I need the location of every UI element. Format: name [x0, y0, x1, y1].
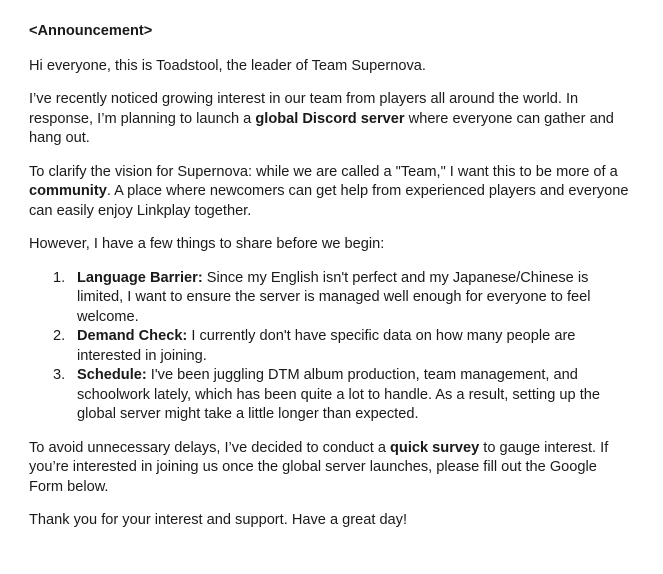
emphasis-global-discord-server: global Discord server	[255, 110, 405, 127]
concerns-list	[29, 269, 629, 425]
survey-paragraph	[29, 439, 629, 498]
list-item-text: Since my English isn't perfect and my Japanese/Chinese is limited, I want to ensure the server is managed well enough for everyone to feel welcome.	[77, 269, 591, 325]
list-item	[29, 327, 629, 366]
list-item-term: Language Barrier:	[77, 269, 203, 286]
emphasis-community: community	[29, 183, 107, 199]
list-item-number: 3.	[53, 367, 66, 383]
list-item	[29, 269, 629, 328]
paragraph-text: I’ve recently noticed growing interest in our team from players all around the world. In response, I’m planning to launch a	[29, 91, 579, 127]
discord-server-paragraph	[29, 90, 629, 149]
list-item-number: 2.	[53, 328, 66, 344]
list-item-term: Schedule:	[77, 367, 147, 383]
list-item-text: I currently don't have specific data on how many people are interested in joining.	[77, 328, 576, 364]
paragraph-text: . A place where newcomers can get help from experienced players and everyone can easily enjoy Linkplay together.	[29, 183, 629, 219]
list-item-term: Demand Check:	[77, 328, 188, 344]
greeting-paragraph: Hi everyone, this is Toadstool, the leader of Team Supernova.	[29, 57, 426, 74]
list-item-number: 1.	[53, 269, 66, 286]
announcement-heading: <Announcement>	[29, 23, 153, 39]
list-item	[29, 366, 629, 425]
vision-paragraph	[29, 163, 629, 222]
announcement-document	[29, 22, 629, 545]
list-item-text: I've been juggling DTM album production, team management, and schoolwork lately, which has been quite a lot to handle. As a result, setting up the global server might take a little longer than expected.	[77, 367, 600, 422]
closing-paragraph: Thank you for your interest and support. Have a great day!	[29, 512, 408, 528]
paragraph-text: where everyone can gather and hang out.	[29, 110, 614, 146]
paragraph-text: To clarify the vision for Supernova: while we are called a "Team," I want this to be more of a	[29, 163, 618, 180]
paragraph-text: To avoid unnecessary delays, I’ve decided to conduct a	[29, 439, 391, 456]
emphasis-quick-survey: quick survey	[390, 439, 480, 456]
paragraph-text: to gauge interest. If you’re interested in joining us once the global server launches, please fill out the Google Form below.	[29, 439, 609, 495]
concerns-intro-paragraph: However, I have a few things to share before we begin:	[29, 236, 385, 252]
